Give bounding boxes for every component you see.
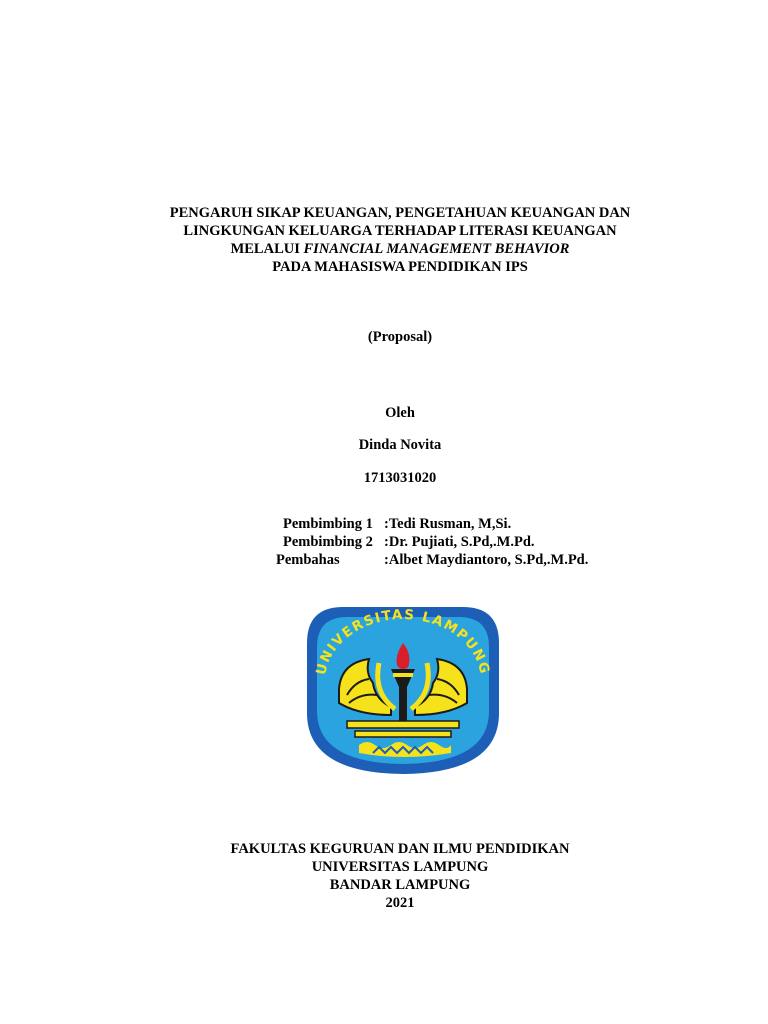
- city-name: BANDAR LAMPUNG: [329, 877, 471, 893]
- author-name: Dinda Novita: [358, 437, 442, 453]
- document-type: (Proposal): [367, 329, 433, 345]
- advisor-separator: :: [384, 516, 389, 532]
- title-line-3-prefix: MELALUI: [230, 241, 304, 257]
- advisor-label: Pembimbing 2: [283, 534, 373, 550]
- advisor-separator: :: [384, 552, 389, 568]
- title-line-3-italic: FINANCIAL MANAGEMENT BEHAVIOR: [303, 241, 570, 257]
- advisor-list: [276, 515, 588, 569]
- advisor-row: [276, 551, 588, 569]
- advisor-name: Tedi Rusman, M,Si.: [388, 516, 512, 532]
- advisor-name: Dr. Pujiati, S.Pd,.M.Pd.: [388, 534, 535, 550]
- advisor-separator: :: [384, 534, 389, 550]
- university-logo-icon: [303, 603, 503, 777]
- title-line-4: PADA MAHASISWA PENDIDIKAN IPS: [272, 259, 528, 275]
- university-name: UNIVERSITAS LAMPUNG: [311, 859, 489, 875]
- advisor-name: Albet Maydiantoro, S.Pd,.M.Pd.: [388, 552, 589, 568]
- document-title: [0, 204, 768, 276]
- by-label: Oleh: [385, 405, 415, 421]
- faculty-name: FAKULTAS KEGURUAN DAN ILMU PENDIDIKAN: [230, 841, 570, 857]
- title-line-1: PENGARUH SIKAP KEUANGAN, PENGETAHUAN KEUANGAN DAN: [169, 205, 631, 221]
- title-line-3: [0, 240, 768, 258]
- advisor-row: [276, 533, 588, 551]
- advisor-label: Pembimbing 1: [283, 516, 373, 532]
- institution-block: [0, 840, 768, 912]
- advisor-label: Pembahas: [276, 552, 340, 568]
- year: 2021: [385, 895, 415, 911]
- logo-text: UNIVERSITAS LAMPUNG: [313, 606, 493, 677]
- advisor-row: [276, 515, 588, 533]
- student-id: 1713031020: [363, 470, 437, 486]
- title-line-2: LINGKUNGAN KELUARGA TERHADAP LITERASI KEUANGAN: [183, 223, 617, 239]
